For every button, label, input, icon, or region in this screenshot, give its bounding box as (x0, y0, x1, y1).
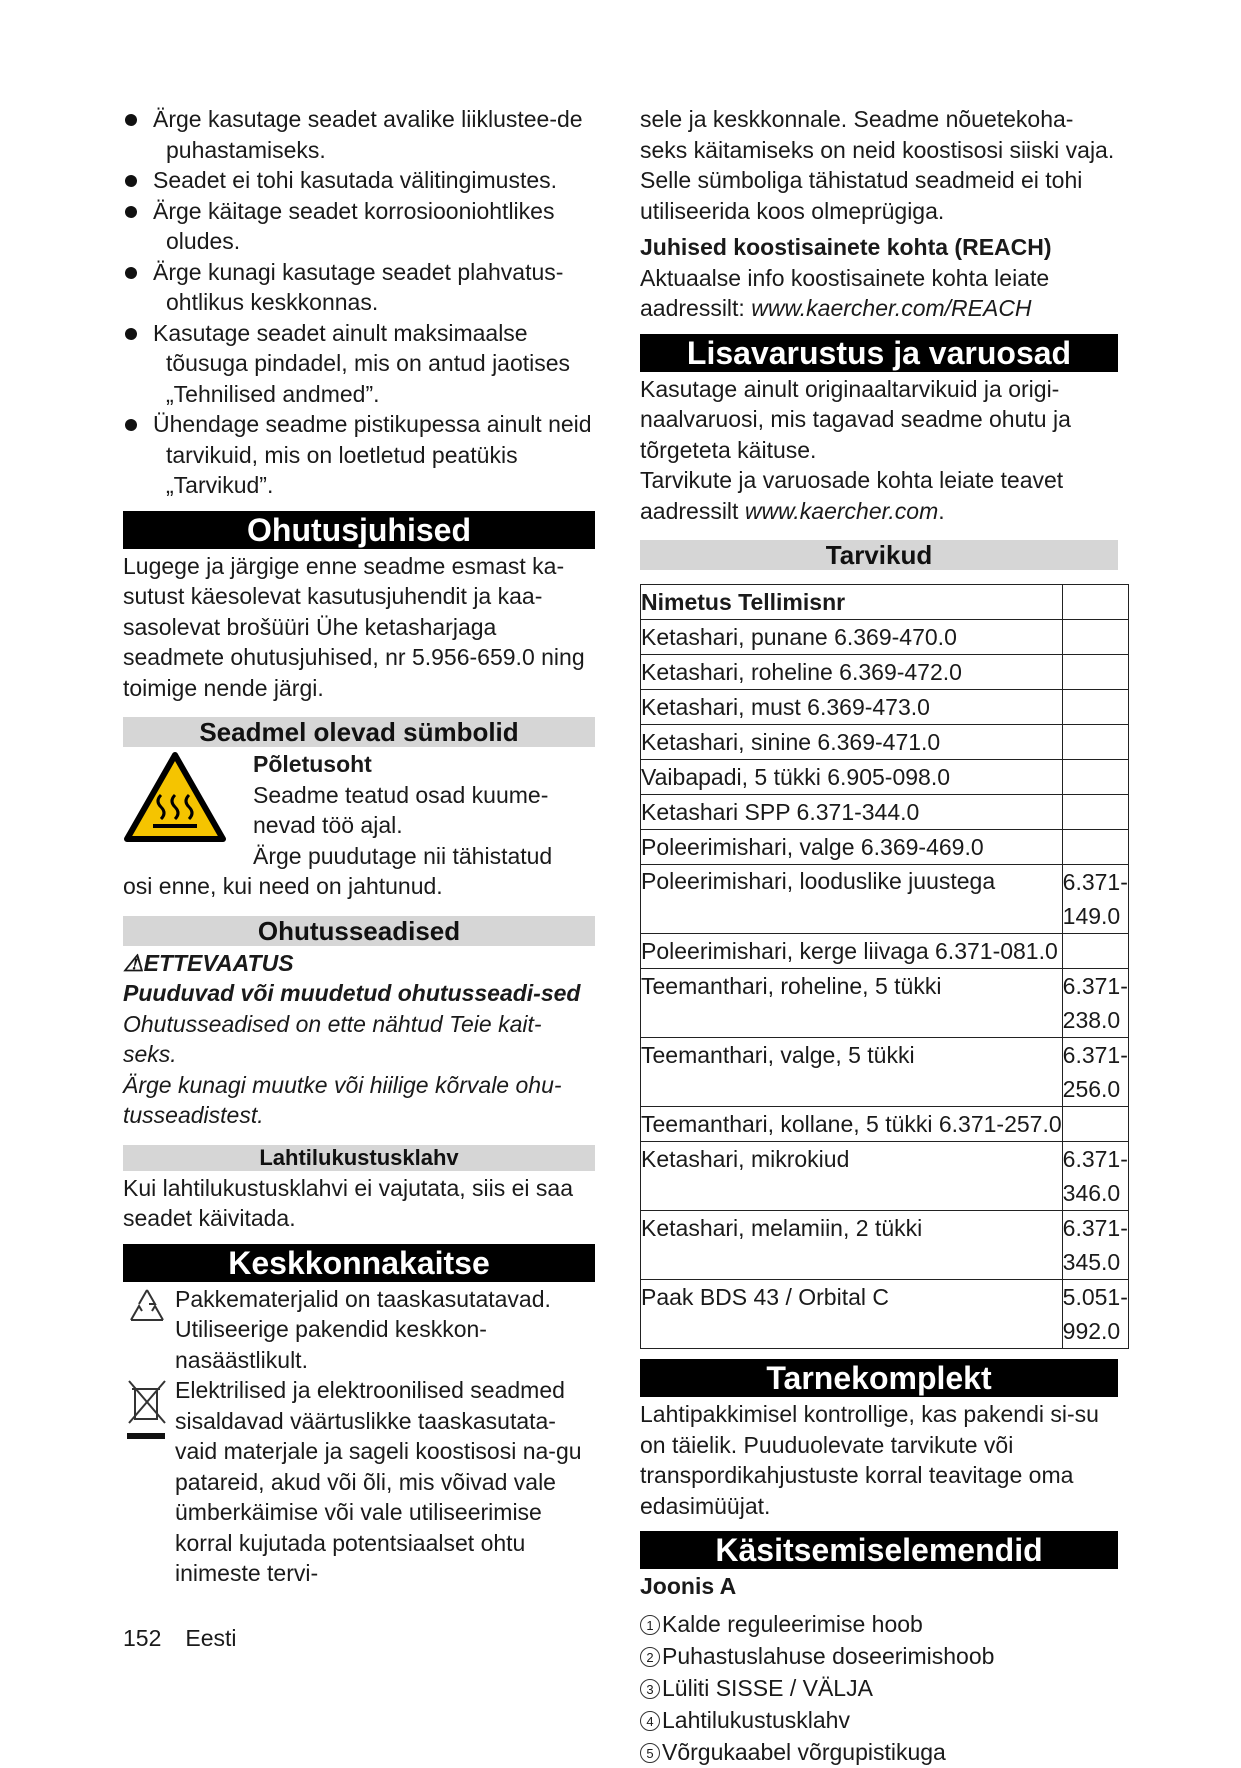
table-cell-name (641, 1142, 1063, 1211)
heading-controls: Käsitsemiselemendid (640, 1531, 1118, 1569)
table-row (641, 1280, 1129, 1349)
table-row (641, 865, 1129, 934)
heading-delivery: Tarnekomplekt (640, 1359, 1118, 1397)
table-cell-number (1062, 1280, 1128, 1349)
bullet-icon (125, 328, 137, 340)
table-row (641, 934, 1129, 969)
delivery-text: Lahtipakkimisel kontrollige, kas pakendi si-su on täielik. Puuduolevate tarvikute või transpordikahjustuste korral teavitage oma edasimüüjat. (640, 1401, 1099, 1519)
reach-text: Aktuaalse info koostisainete kohta leiate aadressilt: www.kaercher.com/REACH (640, 264, 1050, 321)
table-cell-name (641, 690, 1063, 725)
table-cell-name (641, 655, 1063, 690)
page-footer (123, 1625, 237, 1652)
bullet-icon (125, 267, 137, 279)
left-column (123, 104, 595, 1589)
table-cell-name (641, 760, 1063, 795)
table-cell-name (641, 620, 1063, 655)
table-cell-number (1062, 969, 1128, 1038)
table-cell-name (641, 1211, 1063, 1280)
cell-text: Ketashari, sinine 6.369-471.0 (641, 729, 941, 755)
table-cell-number (1062, 1142, 1128, 1211)
list-item: Seadet ei tohi kasutada välitingimustes. (123, 165, 595, 196)
table-cell-number (1062, 1038, 1128, 1107)
list-item (640, 1608, 1118, 1640)
table-cell-name (641, 795, 1063, 830)
table-row (641, 1211, 1129, 1280)
table-cell-number (1062, 865, 1128, 934)
item-number-badge: 1 (640, 1615, 660, 1635)
right-column (640, 104, 1128, 1768)
weee-text-continued: sele ja keskkonnale. Seadme nõuetekoha-seks käitamiseks on neid koostisosi siiski vaja. Selle sümboliga tähistatud seadmeid ei tohi utiliseerida koos olmeprügiga. (640, 106, 1115, 224)
table-cell-number (1062, 1211, 1128, 1280)
symbol-block (123, 749, 595, 902)
accessories-table (640, 584, 1129, 1349)
table-row (641, 655, 1129, 690)
warning-text-1: Ohutusseadised on ette nähtud Teie kait-seks. (123, 1010, 542, 1067)
table-cell-number (1062, 655, 1128, 690)
bullet-list (123, 104, 595, 501)
cell-text: Ketashari, must 6.369-473.0 (641, 694, 930, 720)
page-number: 152 (123, 1625, 162, 1651)
symbol-text-4: osi enne, kui need on jahtunud. (123, 873, 443, 899)
cell-text: 5.051-992.0 (1062, 1284, 1128, 1344)
item-number-badge: 3 (640, 1679, 660, 1699)
item-number-badge: 5 (640, 1743, 660, 1763)
heading-lockout: Lahtilukustusklahv (123, 1145, 595, 1171)
cell-text: Ketashari, melamiin, 2 tükki (641, 1215, 923, 1241)
symbol-text-2: nevad töö ajal. (253, 812, 403, 838)
list-item (640, 1736, 1118, 1768)
table-cell-number (1062, 1107, 1128, 1142)
table-cell-name (641, 1280, 1063, 1349)
table-row (641, 969, 1129, 1038)
item-label: Võrgukaabel võrgupistikuga (662, 1738, 946, 1765)
heading-accessories: Lisavarustus ja varuosad (640, 334, 1118, 372)
bullet-icon (125, 206, 137, 218)
cell-text: Ketashari, punane 6.369-470.0 (641, 624, 957, 650)
bullet-icon (125, 419, 137, 431)
cell-text: 6.371-346.0 (1062, 1146, 1128, 1206)
cell-text: 6.371-238.0 (1062, 973, 1128, 1033)
warning-text-2: Ärge kunagi muutke või hiilige kõrvale ohu-tusseadistest. (123, 1071, 562, 1128)
table-cell-number (1062, 760, 1128, 795)
heading-symbols: Seadmel olevad sümbolid (123, 717, 595, 747)
heading-environment: Keskkonnakaitse (123, 1244, 595, 1282)
table-row (641, 760, 1129, 795)
table-row (641, 620, 1129, 655)
bullet-icon (125, 175, 137, 187)
figure-label: Joonis A (640, 1573, 737, 1599)
lockout-text: Kui lahtilukustusklahvi ei vajutata, siis ei saa seadet käivitada. (123, 1174, 574, 1231)
list-item (640, 1672, 1118, 1704)
cell-text: Teemanthari, roheline, 5 tükki (641, 973, 942, 999)
cell-text: Ketashari, mikrokiud (641, 1146, 850, 1172)
table-cell-name (641, 1038, 1063, 1107)
list-item: Ärge käitage seadet korrosiooniohtlikes oludes. (123, 196, 595, 257)
cell-text: Nimetus Tellimisnr (641, 589, 846, 615)
weee-text: Elektrilised ja elektroonilised seadmed sisaldavad väärtuslikke taaskasutata-vaid materjale ja sageli koostisosi na-gu patareid, akud või õli, mis võivad vale ümberkäimise või vale utiliseerimise korral kujutada potentsiaalset ohtu inimeste tervi- (175, 1377, 582, 1586)
table-cell-number (1062, 585, 1128, 620)
cell-text: Poleerimishari, looduslike juustega (641, 868, 996, 894)
warning-label: ⚠ETTEVAATUS (123, 949, 294, 976)
table-row (641, 1038, 1129, 1107)
list-item: Kasutage seadet ainult maksimaalse tõusuga pindadel, mis on antud jaotises „Tehnilised andmed”. (123, 318, 595, 410)
symbol-text-1: Seadme teatud osad kuume- (253, 781, 549, 808)
item-label: Puhastuslahuse doseerimishoob (662, 1642, 995, 1669)
table-cell-name (641, 934, 1063, 969)
table-cell-number (1062, 795, 1128, 830)
cell-text: 6.371-345.0 (1062, 1215, 1128, 1275)
reach-title: Juhised koostisainete kohta (REACH) (640, 234, 1052, 260)
table-row (641, 830, 1129, 865)
table-row (641, 795, 1129, 830)
accessories-text-2: Tarvikute ja varuosade kohta leiate teavet aadressilt www.kaercher.com. (640, 467, 1064, 524)
reach-link[interactable]: www.kaercher.com/REACH (751, 295, 1032, 321)
list-item: Ärge kasutage seadet avalike liiklustee-de puhastamiseks. (123, 104, 595, 165)
table-row (641, 725, 1129, 760)
table-row (641, 1142, 1129, 1211)
controls-list (640, 1608, 1118, 1768)
heading-safety: Ohutusjuhised (123, 511, 595, 549)
cell-text: 6.371-256.0 (1062, 1042, 1128, 1102)
crossed-bin-icon (125, 1377, 169, 1451)
recycle-icon (125, 1286, 169, 1338)
symbol-title: Põletusoht (253, 751, 372, 777)
cell-text: Ketashari SPP 6.371-344.0 (641, 799, 920, 825)
cell-text: Paak BDS 43 / Orbital C (641, 1284, 889, 1310)
table-header-row (641, 585, 1129, 620)
cell-text: Poleerimishari, kerge liivaga 6.371-081.0 (641, 938, 1058, 964)
table-cell-name (641, 865, 1063, 934)
cell-text: Poleerimishari, valge 6.369-469.0 (641, 834, 984, 860)
list-item (640, 1640, 1118, 1672)
list-item: Ärge kunagi kasutage seadet plahvatus-ohtlikus keskkonnas. (123, 257, 595, 318)
heading-tarvikud: Tarvikud (640, 540, 1118, 570)
table-cell-number (1062, 934, 1128, 969)
accessories-link[interactable]: www.kaercher.com (744, 497, 939, 524)
item-label: Kalde reguleerimise hoob (662, 1610, 923, 1637)
bullet-icon (125, 114, 137, 126)
recycle-text: Pakkematerjalid on taaskasutatavad. Utiliseerige pakendid keskkon-nasäästlikult. (175, 1285, 551, 1373)
safety-text: Lugege ja järgige enne seadme esmast ka-sutust käesolevat kasutusjuhendit ja kaa-sasolevat brošüüri Ühe ketasharjaga seadmete ohutusjuhised, nr 5.956-659.0 ning toimige nende järgi. (123, 552, 585, 701)
cell-text: 6.371-149.0 (1062, 869, 1128, 929)
heading-devices: Ohutusseadised (123, 916, 595, 946)
item-label: Lahtilukustusklahv (662, 1706, 850, 1733)
accessories-text-1: Kasutage ainult originaaltarvikuid ja origi-naalvaruosi, mis tagavad seadme ohutu ja tõrgeteta käituse. (640, 375, 1071, 463)
recycle-block (123, 1284, 595, 1376)
footer-language: Eesti (185, 1625, 237, 1651)
table-cell-name (641, 969, 1063, 1038)
table-cell-name (641, 725, 1063, 760)
warning-title: Puuduvad või muudetud ohutusseadi-sed (123, 980, 581, 1006)
table-cell-name (641, 585, 1063, 620)
list-item (640, 1704, 1118, 1736)
table-cell-number (1062, 830, 1128, 865)
item-number-badge: 2 (640, 1647, 660, 1667)
cell-text: Teemanthari, kollane, 5 tükki 6.371-257.0 (641, 1111, 1062, 1137)
table-row (641, 690, 1129, 725)
table-cell-name (641, 830, 1063, 865)
item-label: Lüliti SISSE / VÄLJA (662, 1674, 873, 1701)
table-cell-number (1062, 620, 1128, 655)
item-number-badge: 4 (640, 1711, 660, 1731)
symbol-text-3: Ärge puudutage nii tähistatud (253, 842, 553, 869)
cell-text: Teemanthari, valge, 5 tükki (641, 1042, 915, 1068)
table-row (641, 1107, 1129, 1142)
list-item: Ühendage seadme pistikupessa ainult neid tarvikuid, mis on loetletud peatükis „Tarvikud”. (123, 409, 595, 501)
table-cell-name (641, 1107, 1063, 1142)
table-cell-number (1062, 725, 1128, 760)
hot-surface-warning-icon (123, 751, 227, 851)
cell-text: Vaibapadi, 5 tükki 6.905-098.0 (641, 764, 951, 790)
cell-text: Ketashari, roheline 6.369-472.0 (641, 659, 962, 685)
weee-block (123, 1375, 595, 1589)
table-cell-number (1062, 690, 1128, 725)
